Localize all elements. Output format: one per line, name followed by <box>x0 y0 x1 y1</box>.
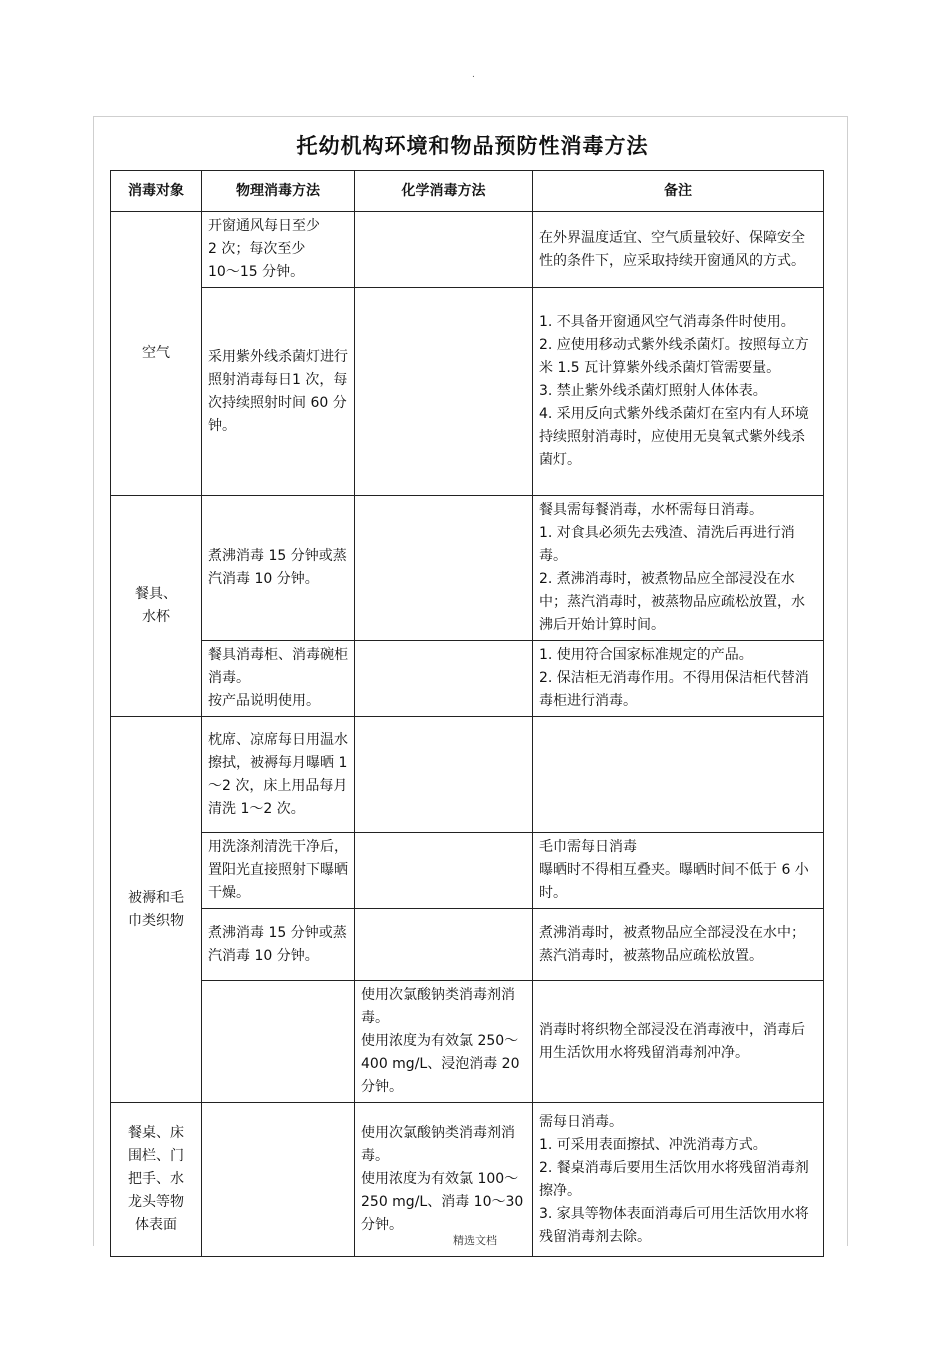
table-row <box>111 717 824 833</box>
notes-cell: 需每日消毒。 1. 可采用表面擦拭、冲洗消毒方式。 2. 餐桌消毒后要用生活饮用水将残留消毒剂擦净。 3. 家具等物体表面消毒后可用生活饮用水将残留消毒剂去除。 <box>533 1103 824 1257</box>
physical-method-cell: 煮沸消毒 15 分钟或蒸汽消毒 10 分钟。 <box>202 496 355 641</box>
notes-cell: 在外界温度适宜、空气质量较好、保障安全性的条件下，应采取持续开窗通风的方式。 <box>533 212 824 288</box>
table-row <box>111 212 824 288</box>
physical-method-cell: 采用紫外线杀菌灯进行照射消毒每日1 次，每次持续照射时间 60 分钟。 <box>202 288 355 496</box>
physical-method-cell <box>202 981 355 1103</box>
disinfection-table <box>110 170 824 1257</box>
table-row <box>111 909 824 981</box>
page-frame-top <box>93 116 848 117</box>
chemical-method-cell <box>355 212 533 288</box>
notes-cell: 餐具需每餐消毒，水杯需每日消毒。 1. 对食具必须先去残渣、清洗后再进行消毒。 2. 煮沸消毒时，被煮物品应全部浸没在水中；蒸汽消毒时，被蒸物品应疏松放置，水沸后开始计算时间。 <box>533 496 824 641</box>
header-chemical: 化学消毒方法 <box>355 171 533 212</box>
table-row <box>111 833 824 909</box>
header-notes: 备注 <box>533 171 824 212</box>
physical-method-cell: 开窗通风每日至少 2 次；每次至少 10～15 分钟。 <box>202 212 355 288</box>
table-row <box>111 641 824 717</box>
notes-cell: 毛巾需每日消毒 曝晒时不得相互叠夹。曝晒时间不低于 6 小时。 <box>533 833 824 909</box>
chemical-method-cell <box>355 833 533 909</box>
page-frame-right <box>847 116 848 1246</box>
chemical-method-cell <box>355 496 533 641</box>
chemical-method-cell <box>355 717 533 833</box>
header-physical: 物理消毒方法 <box>202 171 355 212</box>
header-object: 消毒对象 <box>111 171 202 212</box>
physical-method-cell: 煮沸消毒 15 分钟或蒸汽消毒 10 分钟。 <box>202 909 355 981</box>
document-title: 托幼机构环境和物品预防性消毒方法 <box>296 133 649 158</box>
table-header-row <box>111 171 824 212</box>
table-row <box>111 496 824 641</box>
chemical-method-cell <box>355 641 533 717</box>
notes-cell: 消毒时将织物全部浸没在消毒液中，消毒后用生活饮用水将残留消毒剂冲净。 <box>533 981 824 1103</box>
notes-cell: 1. 使用符合国家标准规定的产品。 2. 保洁柜无消毒作用。不得用保洁柜代替消毒柜进行消毒。 <box>533 641 824 717</box>
table-row <box>111 288 824 496</box>
chemical-method-cell: 使用次氯酸钠类消毒剂消毒。 使用浓度为有效氯 250～400 mg/L、浸泡消毒 20 分钟。 <box>355 981 533 1103</box>
chemical-method-cell <box>355 909 533 981</box>
object-cell-surfaces: 餐桌、床 围栏、门 把手、水 龙头等物 体表面 <box>111 1103 202 1257</box>
table-row <box>111 981 824 1103</box>
physical-method-cell: 用洗涤剂清洗干净后，置阳光直接照射下曝晒干燥。 <box>202 833 355 909</box>
chemical-method-cell: 使用次氯酸钠类消毒剂消毒。 使用浓度为有效氯 100～250 mg/L、消毒 10～30 分钟。 <box>355 1103 533 1257</box>
notes-cell: 1. 不具备开窗通风空气消毒条件时使用。 2. 应使用移动式紫外线杀菌灯。按照每立方米 1.5 瓦计算紫外线杀菌灯管需要量。 3. 禁止紫外线杀菌灯照射人体体表。 4. 采用反向式紫外线杀菌灯在室内有人环境持续照射消毒时，应使用无臭氧式紫外线杀菌灯。 <box>533 288 824 496</box>
physical-method-cell: 餐具消毒柜、消毒碗柜消毒。 按产品说明使用。 <box>202 641 355 717</box>
notes-cell <box>533 717 824 833</box>
page-frame-left <box>93 116 94 1246</box>
object-cell-air: 空气 <box>111 212 202 496</box>
top-mark: . <box>472 70 475 80</box>
physical-method-cell: 枕席、凉席每日用温水擦拭，被褥每月曝晒 1～2 次，床上用品每月清洗 1～2 次。 <box>202 717 355 833</box>
object-cell-tableware: 餐具、 水杯 <box>111 496 202 717</box>
page-footer: 精选文档 <box>453 1234 497 1247</box>
chemical-method-cell <box>355 288 533 496</box>
object-cell-bedding: 被褥和毛 巾类织物 <box>111 717 202 1103</box>
notes-cell: 煮沸消毒时，被煮物品应全部浸没在水中；蒸汽消毒时，被蒸物品应疏松放置。 <box>533 909 824 981</box>
